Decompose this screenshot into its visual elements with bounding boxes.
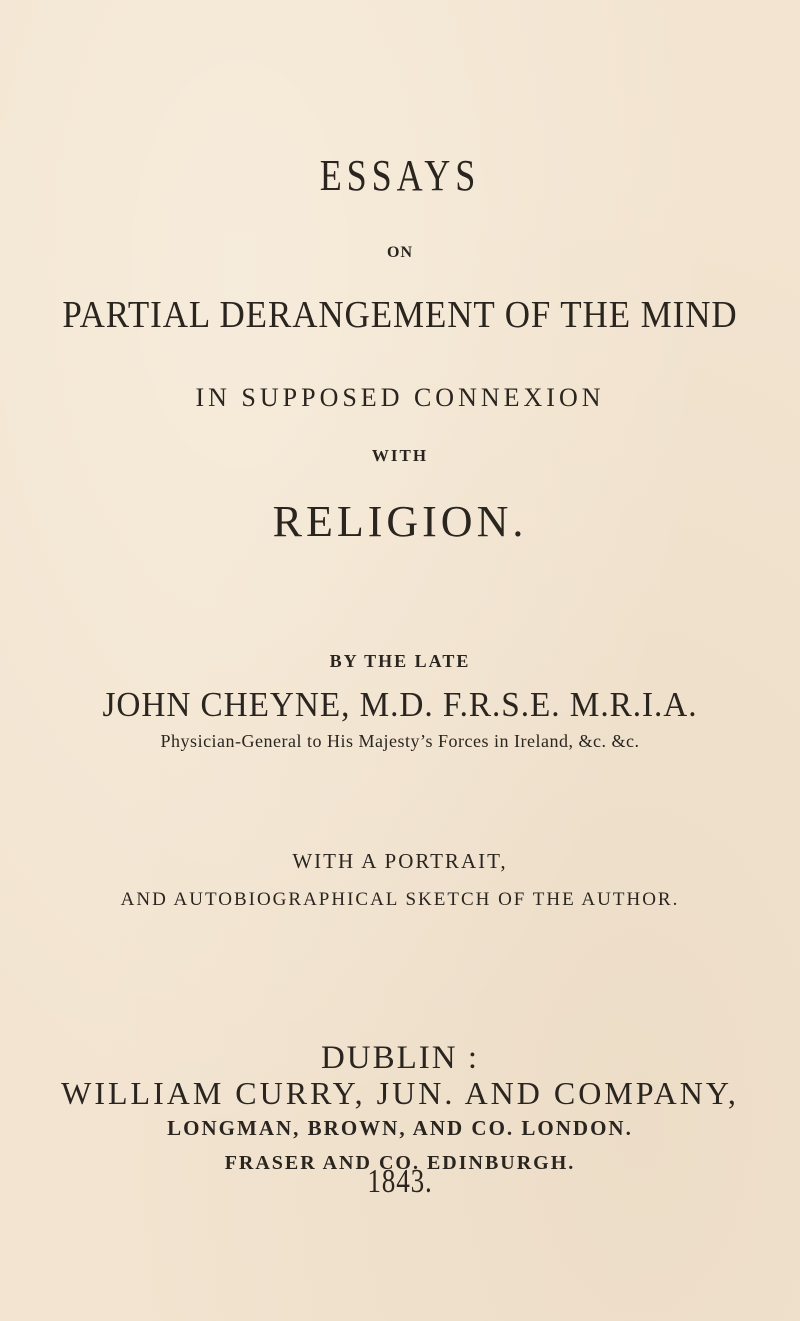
- title-main-subject: PARTIAL DERANGEMENT OF THE MIND: [62, 294, 738, 336]
- supplement-sketch: AND AUTOBIOGRAPHICAL SKETCH OF THE AUTHOR.: [120, 889, 680, 910]
- supplement-portrait: WITH A PORTRAIT,: [292, 849, 508, 873]
- imprint-publisher-london: LONGMAN, BROWN, AND CO. LONDON.: [167, 1116, 633, 1140]
- imprint-publisher-dublin: WILLIAM CURRY, JUN. AND COMPANY,: [61, 1075, 739, 1111]
- byline-prefix: BY THE LATE: [329, 651, 471, 671]
- title-essays: ESSAYS: [319, 151, 481, 200]
- imprint-publisher-edinburgh: FRASER AND CO. EDINBURGH.: [224, 1152, 576, 1174]
- title-with: WITH: [371, 446, 429, 465]
- title-religion: RELIGION.: [272, 497, 528, 546]
- author-title: Physician-General to His Majesty’s Forces in Ireland, &c. &c.: [160, 731, 640, 751]
- title-supposed-connexion: IN SUPPOSED CONNEXION: [195, 383, 605, 412]
- imprint-year: 1843.: [367, 1163, 433, 1200]
- title-on: ON: [387, 244, 413, 261]
- author-name: JOHN CHEYNE, M.D. F.R.S.E. M.R.I.A.: [102, 685, 698, 724]
- imprint-city: DUBLIN :: [320, 1040, 480, 1076]
